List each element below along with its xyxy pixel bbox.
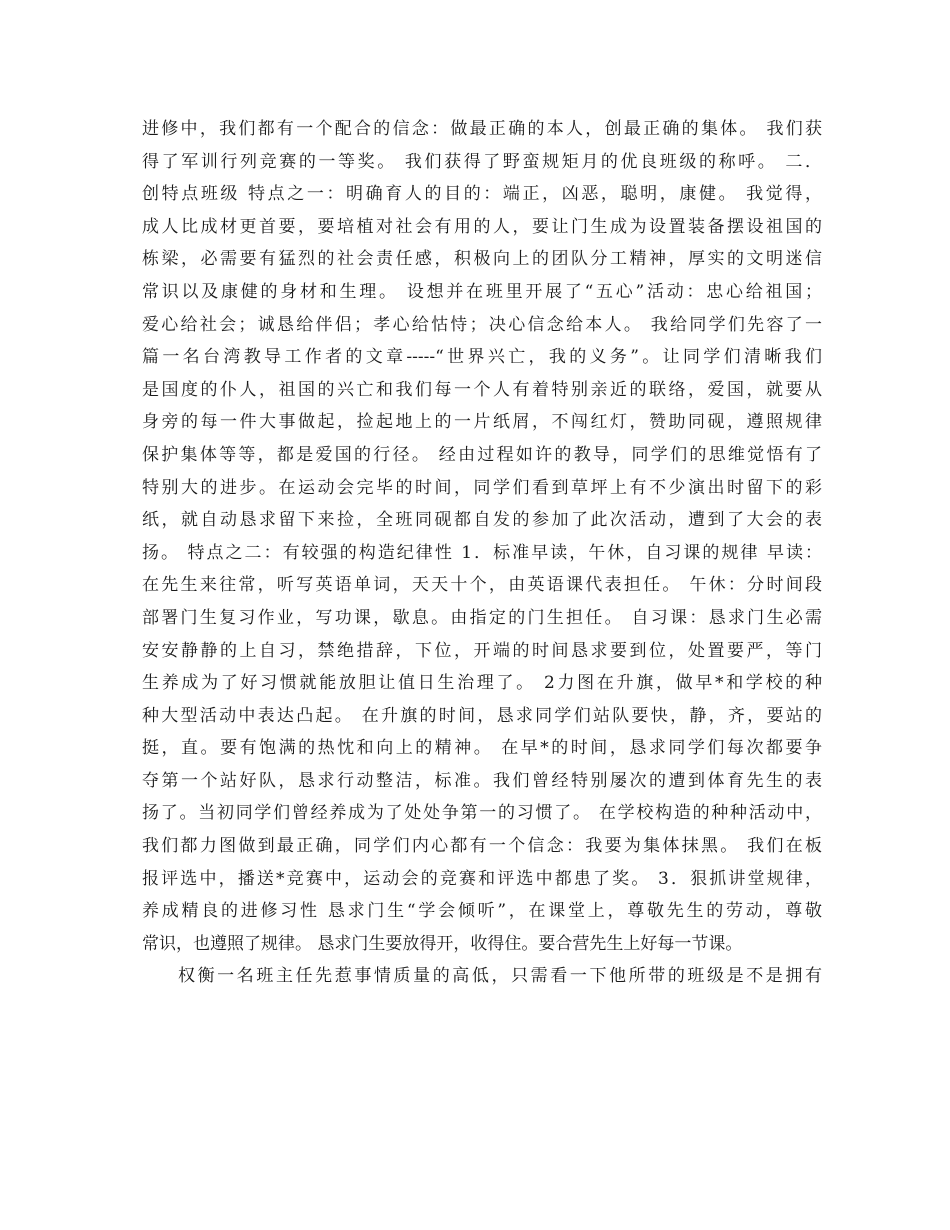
paragraph-first-line: 权衡一名班主任先惹事情质量的高低，只需看一下他所带的班级是不是拥有: [178, 966, 822, 987]
text-line: 生养成为了好习惯就能放胆让值日生治理了。 2力图在升旗，做早*和学校的种: [142, 673, 822, 694]
text-line: 栋梁，必需要有猛烈的社会责任感，积极向上的团队分工精神，厚实的文明迷信: [142, 249, 822, 270]
text-line: 是国度的仆人，祖国的兴亡和我们每一个人有着特别亲近的联络，爱国，就要从: [142, 379, 822, 400]
text-line: 保护集体等等，都是爱国的行径。 经由过程如许的教导，同学们的思维觉悟有了: [142, 444, 822, 465]
text-line: 扬。 特点之二：有较强的构造纪律性 1．标准早读，午休，自习课的规律 早读：: [142, 542, 822, 563]
text-line: 部署门生复习作业，写功课，歇息。由指定的门生担任。 自习课：恳求门生必需: [142, 607, 822, 628]
text-line: 成人比成材更首要，要培植对社会有用的人，要让门生成为设置装备摆设祖国的: [142, 216, 822, 237]
text-line: 常识以及康健的身材和生理。 设想并在班里开展了“五心”活动：忠心给祖国；: [142, 281, 822, 302]
text-line: 扬了。当初同学们曾经养成为了处处争第一的习惯了。 在学校构造的种种活动中，: [142, 803, 822, 824]
text-line: 常识，也遵照了规律。 恳求门生要放得开，收得住。要合营先生上好每一节课。: [142, 933, 743, 954]
text-line: 在先生来往常，听写英语单词，天天十个，由英语课代表担任。 午休：分时间段: [142, 575, 822, 596]
body-text: [142, 113, 822, 993]
text-line: 挺，直。要有饱满的热忱和向上的精神。 在早*的时间，恳求同学们每次都要争: [142, 738, 822, 759]
text-line: 爱心给社会；诚恳给伴侣；孝心给怙恃；决心信念给本人。 我给同学们先容了一: [142, 314, 822, 335]
text-line: 身旁的每一件大事做起，捡起地上的一片纸屑，不闯红灯，赞助同砚，遵照规律: [142, 412, 822, 433]
text-line: 安安静静的上自习，禁绝措辞，下位，开端的时间恳求要到位，处置要严，等门: [142, 640, 822, 661]
text-line: 篇一名台湾教导工作者的文章-----“世界兴亡，我的义务”。让同学们清晰我们: [142, 347, 822, 368]
text-line: 我们都力图做到最正确，同学们内心都有一个信念：我要为集体抹黑。 我们在板: [142, 836, 822, 857]
text-line: 夺第一个站好队，恳求行动整洁，标准。我们曾经特别屡次的遭到体育先生的表: [142, 770, 822, 791]
text-line: 养成精良的进修习性 恳求门生“学会倾听”，在课堂上，尊敬先生的劳动，尊敬: [142, 901, 822, 922]
text-line: 特别大的进步。在运动会完毕的时间，同学们看到草坪上有不少演出时留下的彩: [142, 477, 822, 498]
text-line: 报评选中，播送*竞赛中，运动会的竞赛和评选中都患了奖。 3．狠抓讲堂规律，: [142, 868, 822, 889]
text-line: 种大型活动中表达凸起。 在升旗的时间，恳求同学们站队要快，静，齐，要站的: [142, 705, 822, 726]
text-line: 进修中，我们都有一个配合的信念：做最正确的本人，创最正确的集体。 我们获: [142, 119, 822, 139]
text-line: 得了军训行列竞赛的一等奖。 我们获得了野蛮规矩月的优良班级的称呼。 二．: [142, 151, 822, 172]
text-line: 创特点班级 特点之一：明确育人的目的：端正，凶恶，聪明，康健。 我觉得，: [142, 184, 822, 205]
text-line: 纸，就自动恳求留下来捡，全班同砚都自发的参加了此次活动，遭到了大会的表: [142, 510, 822, 531]
